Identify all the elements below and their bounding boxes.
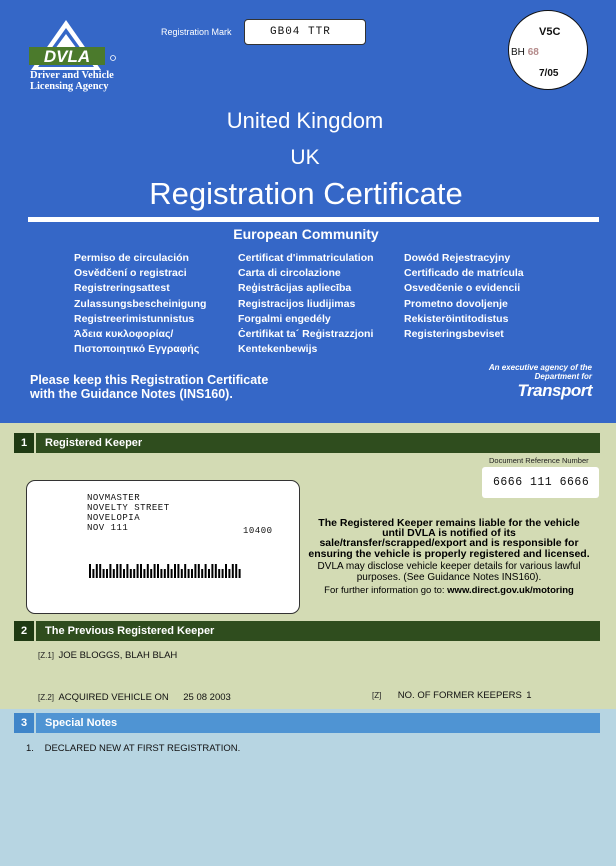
address-line: NOVELTY STREET: [87, 503, 170, 513]
section-1-number: 1: [14, 433, 34, 453]
bh-prefix: BH: [511, 47, 525, 58]
bh-reference: [511, 47, 539, 58]
agency-name-line1: Driver and Vehicle: [30, 70, 114, 81]
department-for-transport-badge: [489, 363, 592, 400]
language-item: Registreringsattest: [74, 282, 170, 295]
language-item: Prometno dovoljenje: [404, 297, 508, 310]
certificate-title: Registration Certificate: [149, 176, 463, 211]
acquired-label: ACQUIRED VEHICLE ON: [58, 692, 169, 703]
language-item: Registeringsbeviset: [404, 328, 504, 341]
note-text: DECLARED NEW AT FIRST REGISTRATION.: [44, 743, 241, 754]
community-title: European Community: [233, 226, 379, 242]
document-reference-value: 6666 111 6666: [482, 467, 599, 498]
section-3-header: [14, 713, 600, 733]
language-item: Registreerimistunnistus: [74, 312, 195, 325]
bh-number: 68: [527, 47, 539, 58]
previous-keeper-row: [38, 645, 177, 663]
keeper-address-box: [26, 480, 300, 614]
country-long-title: United Kingdom: [226, 108, 384, 133]
previous-keeper-name: JOE BLOGGS, BLAH BLAH: [58, 650, 178, 661]
acquired-date: 25 08 2003: [183, 692, 231, 703]
further-info-prefix: For further information go to:: [324, 584, 445, 596]
badge-line2: Department for: [534, 372, 592, 381]
address-line: NOV 111: [87, 523, 129, 533]
language-item: Osvědčení o registraci: [74, 267, 187, 280]
keep-notice-line1: Please keep this Registration Certificate: [30, 373, 269, 387]
z-code: [Z]: [372, 691, 382, 700]
document-reference-label: Document Reference Number: [489, 456, 589, 465]
liability-text: The Registered Keeper remains liable for the vehicle until DVLA is notified of its sale/transfer/scrapped/export and is responsible for ensuring the vehicle is properly registered and licensed.: [308, 517, 590, 560]
language-item: Rekisteröintitodistus: [404, 312, 509, 325]
badge-transport: Transport: [517, 381, 592, 400]
dvla-logo-text: DVLA: [43, 47, 91, 66]
former-keepers-row: [372, 685, 532, 703]
language-item: Certificat d'immatriculation: [238, 252, 374, 264]
language-item: Forgalmi engedély: [238, 312, 331, 325]
address-code: 10400: [243, 526, 273, 536]
language-item: Certificado de matrícula: [404, 267, 524, 280]
special-note-item: [26, 743, 240, 754]
badge-line1: An executive agency of the: [488, 363, 592, 372]
language-item: Permiso de circulación: [74, 252, 189, 264]
z1-code: [Z.1]: [38, 651, 55, 660]
address-line: NOVELOPIA: [87, 513, 141, 523]
section-2-header: [14, 621, 600, 641]
language-item: Zulassungsbescheinigung: [74, 297, 207, 310]
registration-mark-label: Registration Mark: [161, 27, 232, 37]
agency-name-line2: Licensing Agency: [30, 80, 109, 92]
acquired-row: [38, 687, 231, 705]
z2-code: [Z.2]: [38, 693, 55, 702]
language-item: Registracijos liudijimas: [238, 297, 356, 310]
language-item: Άδεια κυκλοφορίας/: [74, 328, 174, 341]
language-item: Πιστοποιητικό Εγγραφής: [74, 343, 200, 356]
section-3-number: 3: [14, 713, 34, 733]
liability-notice: [308, 518, 590, 596]
form-stamp: [508, 10, 588, 90]
language-item: Carta di circolazione: [238, 267, 341, 280]
certificate-header: [0, 0, 616, 423]
language-column-2: [238, 251, 374, 357]
section-2-number: 2: [14, 621, 34, 641]
language-column-1: [74, 251, 206, 357]
agency-name: [30, 71, 114, 92]
language-item: Reģistrācijas apliecība: [238, 282, 352, 295]
language-column-3: [404, 251, 524, 342]
section-3-title: Special Notes: [36, 713, 600, 733]
language-item: Kentekenbewijs: [238, 343, 318, 356]
language-item: Ċertifikat ta´ Reġistrazzjoni: [238, 328, 374, 341]
disclosure-text: DVLA may disclose vehicle keeper details for various lawful purposes. (See Guidance Notes INS160).: [317, 560, 581, 584]
section-1-header: [14, 433, 600, 453]
section-2-title: The Previous Registered Keeper: [36, 621, 600, 641]
keep-certificate-notice: [30, 374, 268, 401]
registration-mark-value: GB04 TTR: [244, 19, 366, 45]
further-info: [308, 585, 590, 596]
section-1-title: Registered Keeper: [36, 433, 600, 453]
form-code: V5C: [539, 26, 561, 38]
note-number: 1.: [26, 743, 34, 754]
postal-barcode-icon: [89, 564, 244, 578]
former-keepers-label: NO. OF FORMER KEEPERS: [397, 690, 522, 701]
keeper-address: [87, 493, 170, 533]
form-date: 7/05: [539, 68, 559, 79]
address-line: NOVMASTER: [87, 493, 141, 503]
language-item: Osvedčenie o evidencii: [404, 282, 521, 295]
former-keepers-count: 1: [526, 690, 532, 701]
country-short-title: UK: [290, 146, 320, 169]
keep-notice-line2: with the Guidance Notes (INS160).: [30, 386, 233, 401]
further-info-link[interactable]: www.direct.gov.uk/motoring: [447, 584, 574, 596]
language-item: Dowód Rejestracyjny: [404, 252, 511, 264]
title-divider: [28, 217, 599, 222]
